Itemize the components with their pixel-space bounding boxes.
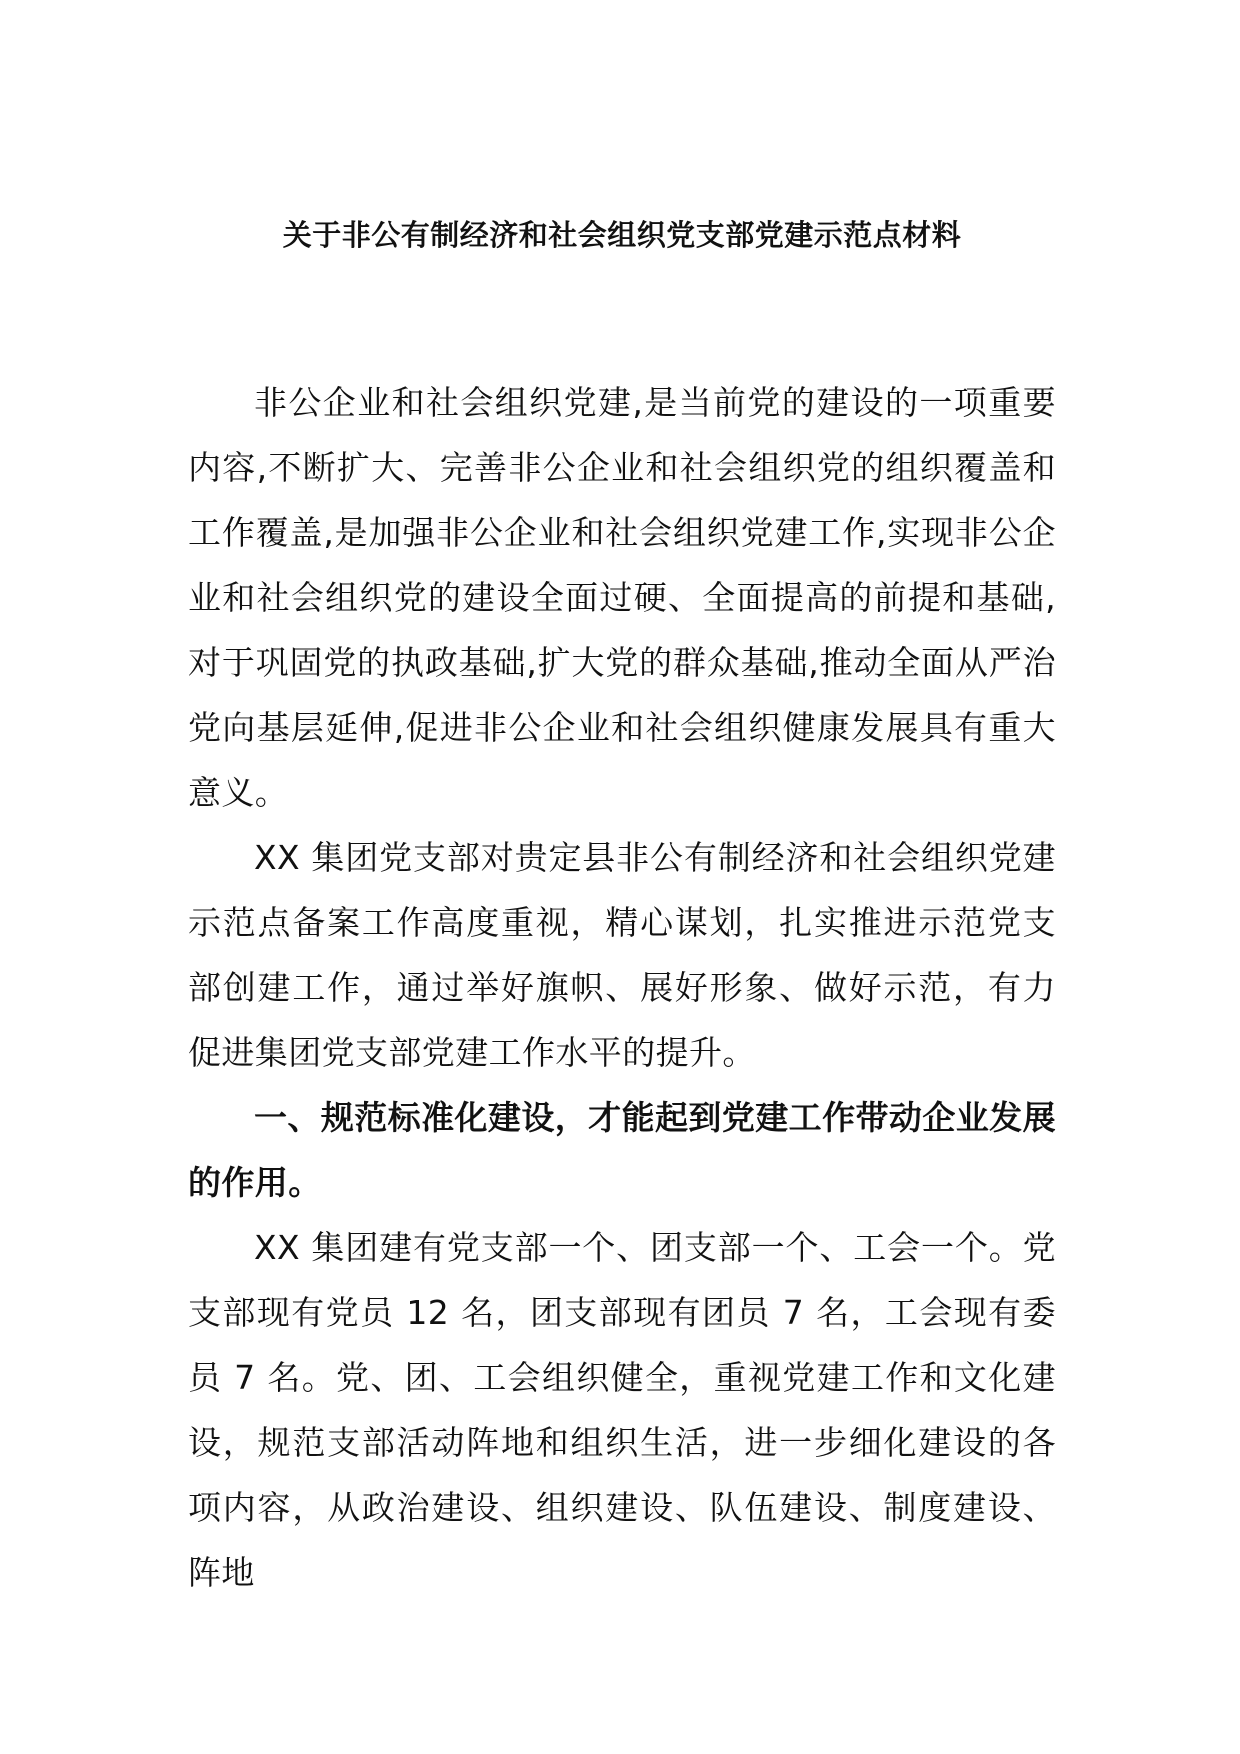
section-heading-1: 一、规范标准化建设，才能起到党建工作带动企业发展的作用。 <box>188 1098 1056 1202</box>
document-title: 关于非公有制经济和社会组织党支部党建示范点材料 <box>282 218 962 252</box>
paragraph-intro: 非公企业和社会组织党建,是当前党的建设的一项重要内容,不断扩大、完善非公企业和社会组织党的组织覆盖和工作覆盖,是加强非公企业和社会组织党建工作,实现非公企业和社会组织党的建设全面过硬、全面提高的前提和基础,对于巩固党的执政基础,扩大党的群众基础,推动全面从严治党向基层延伸,促进非公企业和社会组织健康发展具有重大意义。 <box>188 383 1056 812</box>
paragraph-organization: XX 集团建有党支部一个、团支部一个、工会一个。党支部现有党员 12 名，团支部现有团员 7 名，工会现有委员 7 名。党、团、工会组织健全，重视党建工作和文化建设，规范支部活动阵地和组织生活，进一步细化建设的各项内容，从政治建设、组织建设、队伍建设、制度建设、阵地 <box>188 1228 1056 1592</box>
document-body <box>188 370 1056 1605</box>
paragraph-branch-overview: XX 集团党支部对贵定县非公有制经济和社会组织党建示范点备案工作高度重视，精心谋划，扎实推进示范党支部创建工作，通过举好旗帜、展好形象、做好示范，有力促进集团党支部党建工作水平的提升。 <box>188 838 1056 1072</box>
